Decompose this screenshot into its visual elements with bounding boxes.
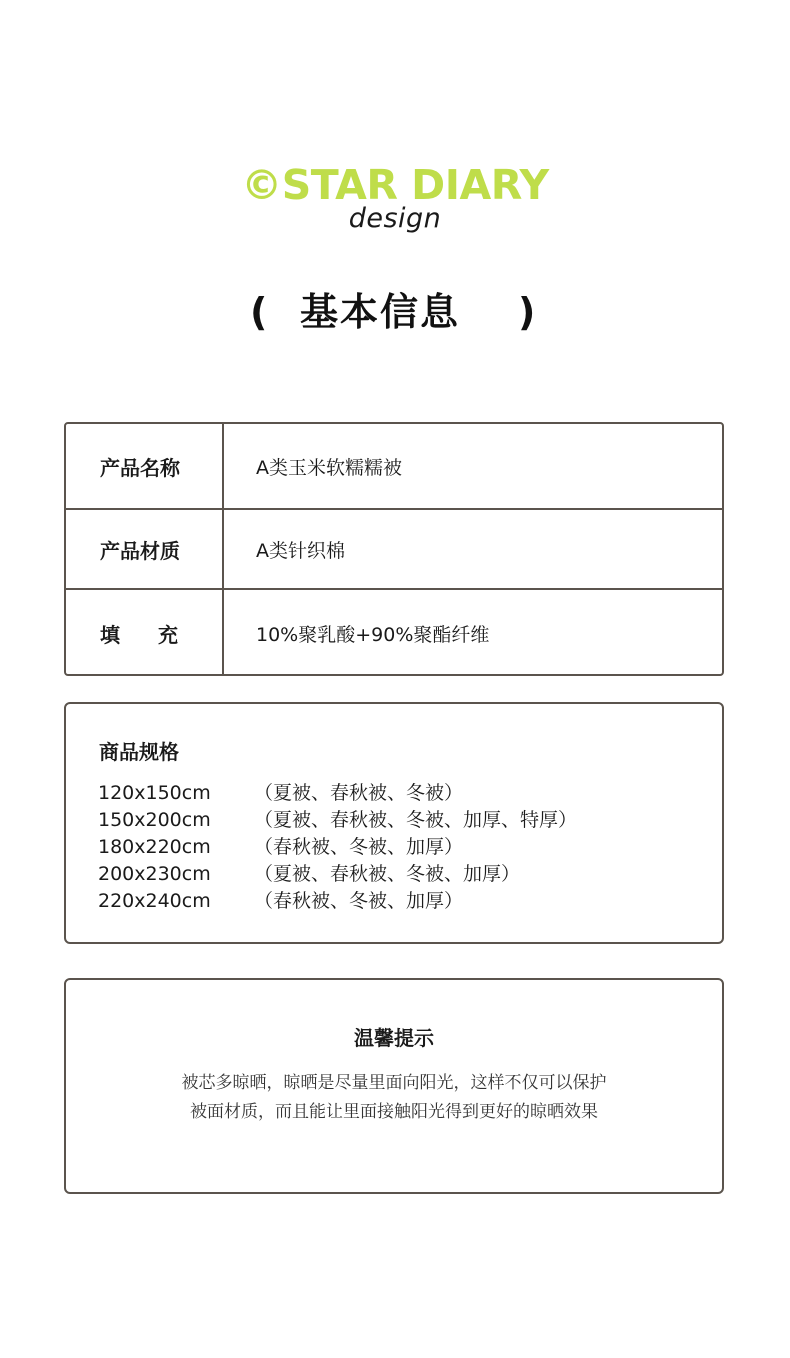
page-title: 基本信息	[300, 290, 461, 334]
column-divider	[222, 510, 224, 588]
spec-size: 120x150cm	[98, 782, 211, 804]
spec-title: 商品规格	[99, 740, 179, 764]
brand-logo-text: ©STAR DIARY	[241, 161, 549, 209]
info-value: 10%聚乳酸+90%聚酯纤维	[256, 623, 490, 646]
info-label: 产品名称	[100, 455, 180, 480]
list-item	[98, 834, 577, 861]
info-row-name	[66, 424, 722, 510]
column-divider	[222, 590, 224, 676]
info-row-material	[66, 510, 722, 590]
spec-size: 180x220cm	[98, 836, 211, 858]
info-value: A类针织棉	[256, 539, 345, 562]
spec-size: 220x240cm	[98, 890, 211, 912]
brand-logo-subtext: design	[348, 203, 442, 234]
tips-text-line: 被芯多晾晒，晾晒是尽量里面向阳光，这样不仅可以保护	[181, 1073, 607, 1093]
info-label: 产品材质	[100, 538, 180, 563]
list-item	[98, 807, 577, 834]
list-item	[98, 888, 577, 915]
spec-box	[64, 702, 724, 944]
list-item	[98, 861, 577, 888]
brand-logo	[0, 160, 790, 234]
spec-types: （春秋被、冬被、加厚）	[254, 836, 464, 858]
tips-box	[64, 978, 724, 1194]
spec-types: （夏被、春秋被、冬被）	[254, 782, 464, 804]
section-heading	[0, 286, 790, 338]
info-row-filling	[66, 590, 722, 676]
tips-title: 温馨提示	[354, 1026, 434, 1050]
product-info-table	[64, 422, 724, 676]
info-label: 填充	[100, 622, 216, 647]
spec-size: 200x230cm	[98, 863, 211, 885]
column-divider	[222, 424, 224, 508]
spec-types: （夏被、春秋被、冬被、加厚、特厚）	[254, 809, 578, 831]
spec-size: 150x200cm	[98, 809, 211, 831]
spec-types: （春秋被、冬被、加厚）	[254, 890, 464, 912]
spec-list	[98, 780, 577, 915]
list-item	[98, 780, 577, 807]
info-value: A类玉米软糯糯被	[256, 456, 402, 479]
heading-paren-left: (	[250, 290, 268, 334]
spec-types: （夏被、春秋被、冬被、加厚）	[254, 863, 521, 885]
heading-paren-right: )	[518, 290, 536, 334]
tips-text-line: 被面材质，而且能让里面接触阳光得到更好的晾晒效果	[190, 1102, 598, 1122]
